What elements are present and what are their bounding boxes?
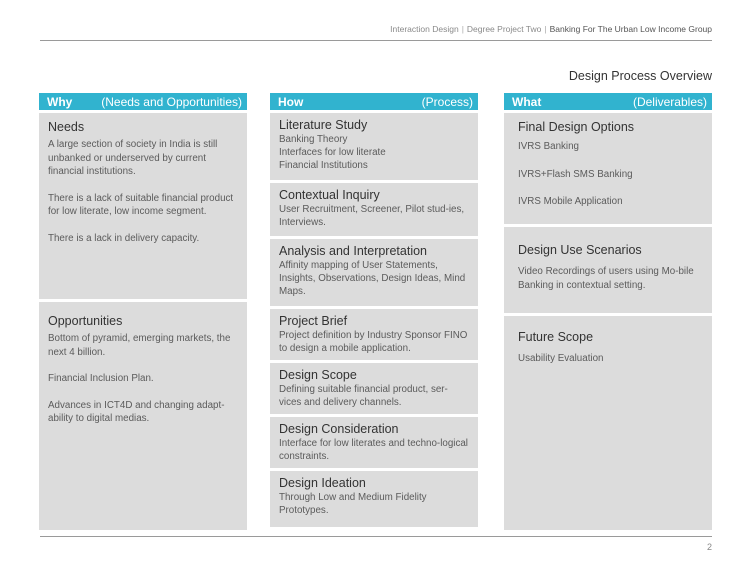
breadcrumb: [390, 24, 712, 34]
process-step-text: Interface for low literates and techno-logical constraints.: [279, 438, 468, 462]
how-column: [270, 93, 478, 527]
process-step-analysis: [270, 239, 478, 306]
process-step-project-brief: [270, 309, 478, 360]
what-column-title: What: [512, 94, 542, 109]
future-scope-text: Usability Evaluation: [518, 353, 604, 364]
process-step-heading: Literature Study: [279, 118, 368, 132]
deliverable-ivrs-mobile-app: IVRS Mobile Application: [518, 196, 623, 207]
why-column-subtitle: (Needs and Opportunities): [101, 94, 242, 109]
process-step-heading: Design Ideation: [279, 476, 366, 490]
page-header: [40, 18, 712, 41]
process-step-heading: Design Consideration: [279, 422, 399, 436]
process-step-text: Through Low and Medium Fidelity Prototypes.: [279, 492, 427, 516]
future-scope-panel: [504, 316, 712, 530]
why-column-title: Why: [47, 94, 73, 109]
how-column-title: How: [278, 94, 304, 109]
process-step-contextual-inquiry: [270, 183, 478, 236]
final-design-options-heading: Final Design Options: [518, 120, 635, 134]
opportunities-panel: [39, 302, 247, 530]
process-step-heading: Design Scope: [279, 368, 357, 382]
opportunities-paragraph-3: Advances in ICT4D and changing adapt-ability to digital medias.: [48, 399, 225, 424]
future-scope-heading: Future Scope: [518, 330, 594, 344]
breadcrumb-interaction-design: Interaction Design: [390, 24, 459, 34]
page-number: 2: [706, 542, 712, 552]
process-step-heading: Project Brief: [279, 314, 348, 328]
design-use-scenarios-panel: [504, 227, 712, 313]
page-title: Design Process Overview: [568, 69, 712, 83]
process-step-text: Banking Theory Interfaces for low literate Financial Institutions: [279, 134, 386, 171]
final-design-options-panel: [504, 113, 712, 224]
why-column-header: [39, 93, 247, 110]
process-step-text: Project definition by Industry Sponsor FINO to design a mobile application.: [279, 330, 468, 354]
opportunities-heading: Opportunities: [48, 314, 123, 328]
process-step-heading: Analysis and Interpretation: [279, 244, 428, 258]
process-step-design-ideation: [270, 471, 478, 527]
how-column-header: [270, 93, 478, 110]
deliverable-ivrs-banking: IVRS Banking: [518, 141, 579, 152]
what-column: [504, 93, 712, 530]
process-step-text: User Recruitment, Screener, Pilot stud-ies, Interviews.: [279, 204, 465, 228]
process-step-text: Affinity mapping of User Statements, Insights, Observations, Design Ideas, Mind Maps.: [279, 260, 466, 297]
needs-panel: [39, 113, 247, 299]
deliverable-ivrs-flash-sms: IVRS+Flash SMS Banking: [518, 168, 633, 180]
process-step-text: Defining suitable financial product, ser-vices and delivery channels.: [279, 384, 448, 408]
how-column-subtitle: (Process): [421, 94, 473, 109]
footer-divider: [40, 536, 712, 537]
needs-paragraph-1: A large section of society in India is still unbanked or underserved by current financial institutions.: [48, 139, 218, 177]
what-column-subtitle: (Deliverables): [632, 94, 707, 109]
design-use-scenarios-text: Video Recordings of users using Mo-bile Banking in contextual setting.: [518, 266, 694, 291]
breadcrumb-project-title: Banking For The Urban Low Income Group: [549, 24, 712, 34]
process-step-design-scope: [270, 363, 478, 414]
needs-paragraph-3: There is a lack in delivery capacity.: [48, 232, 200, 244]
opportunities-paragraph-2: Financial Inclusion Plan.: [48, 373, 154, 384]
breadcrumb-degree-project: Degree Project Two: [466, 24, 542, 34]
breadcrumb-separator: |: [544, 24, 547, 34]
opportunities-paragraph-1: Bottom of pyramid, emerging markets, the next 4 billion.: [48, 333, 231, 358]
breadcrumb-separator: |: [461, 24, 464, 34]
needs-heading: Needs: [48, 120, 85, 134]
why-column: [39, 93, 247, 530]
needs-paragraph-2: There is a lack of suitable financial product for low literate, low income segment.: [48, 192, 234, 217]
design-use-scenarios-heading: Design Use Scenarios: [518, 243, 642, 257]
what-column-header: [504, 93, 712, 110]
process-step-literature-study: [270, 113, 478, 180]
process-step-heading: Contextual Inquiry: [279, 188, 380, 202]
process-step-design-consideration: [270, 417, 478, 468]
